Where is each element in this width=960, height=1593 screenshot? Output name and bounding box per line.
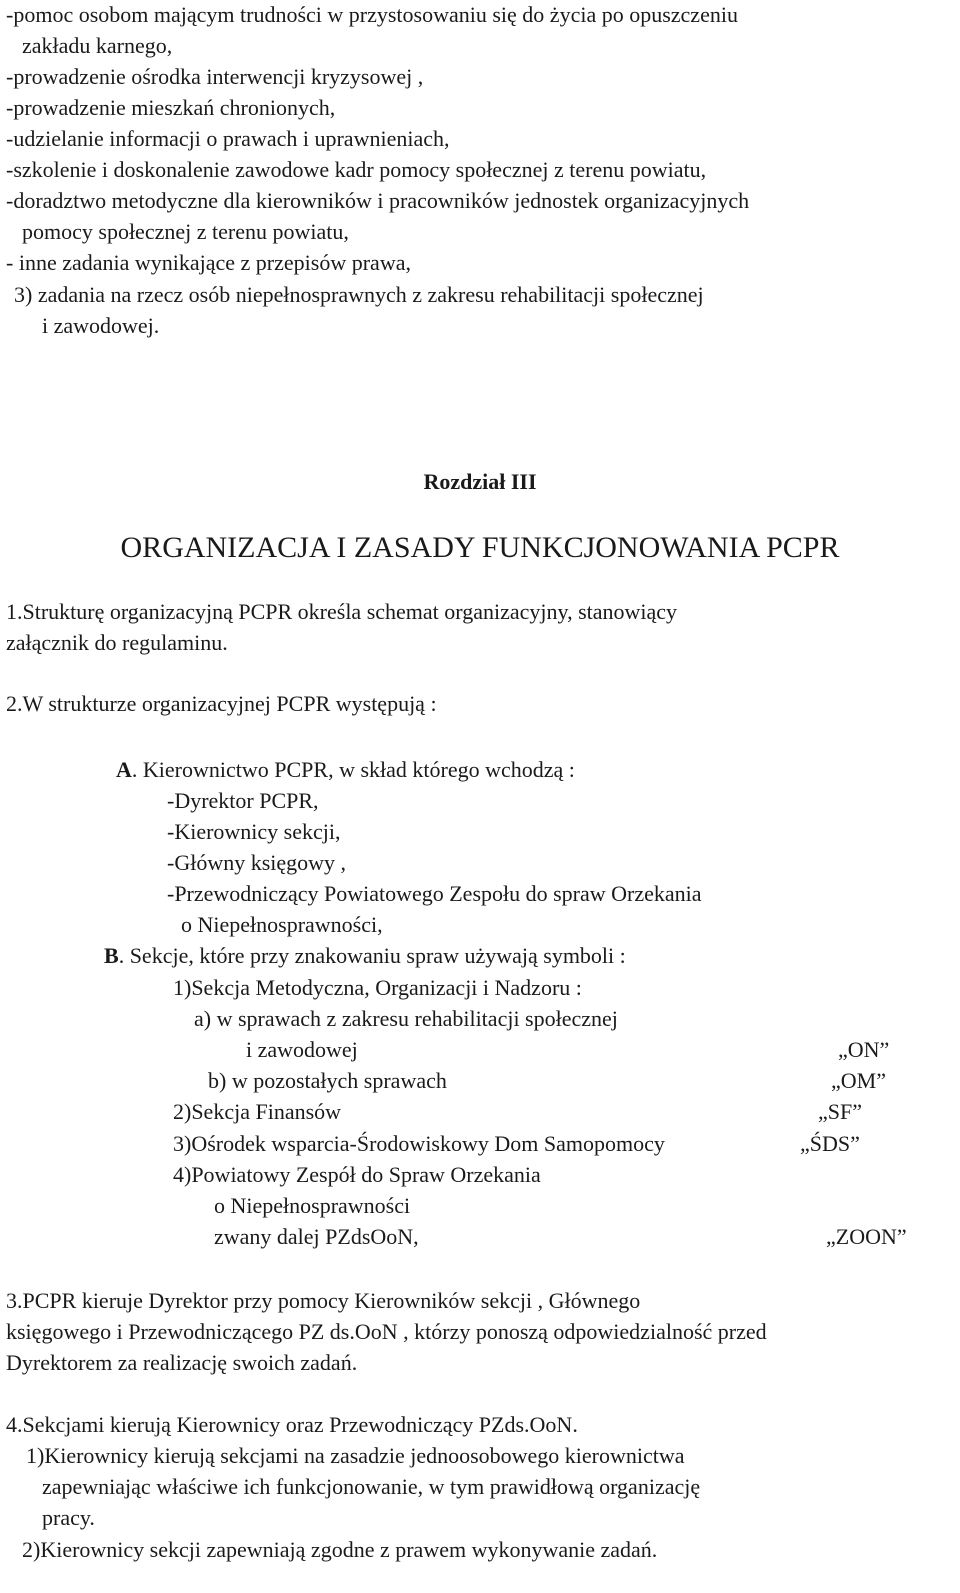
list-item: - inne zadania wynikające z przepisów prawa, <box>6 250 411 275</box>
list-item: 3)Ośrodek wsparcia-Środowiskowy Dom Samopomocy <box>173 1131 665 1156</box>
list-item: i zawodowej. <box>42 313 160 338</box>
list-item: -udzielanie informacji o prawach i uprawnieniach, <box>6 126 450 151</box>
list-item: -Dyrektor PCPR, <box>167 788 319 813</box>
symbol-code: „ON” <box>838 1037 890 1062</box>
list-item: 1)Sekcja Metodyczna, Organizacji i Nadzoru : <box>173 975 582 1000</box>
list-item: -szkolenie i doskonalenie zawodowe kadr pomocy społecznej z terenu powiatu, <box>6 157 707 182</box>
paragraph-line: 3.PCPR kieruje Dyrektor przy pomocy Kierowników sekcji , Głównego <box>6 1288 641 1313</box>
list-item: 4)Powiatowy Zespół do Spraw Orzekania <box>173 1162 541 1187</box>
list-item: zwany dalej PZdsOoN, <box>214 1224 419 1249</box>
list-item: 2)Kierownicy sekcji zapewniają zgodne z prawem wykonywanie zadań. <box>22 1537 658 1562</box>
list-item: -doradztwo metodyczne dla kierowników i pracowników jednostek organizacyjnych <box>6 188 750 213</box>
list-item: -Kierownicy sekcji, <box>167 819 341 844</box>
section-a-heading <box>116 757 575 783</box>
chapter-heading: Rozdział III <box>423 469 537 494</box>
symbol-code: „ŚDS” <box>800 1131 860 1156</box>
paragraph-line: załącznik do regulaminu. <box>6 630 228 655</box>
symbol-code: „ZOON” <box>826 1224 907 1249</box>
paragraph-line: 4.Sekcjami kierują Kierownicy oraz Przewodniczący PZds.OoN. <box>6 1412 578 1437</box>
paragraph-line: Dyrektorem za realizację swoich zadań. <box>6 1350 358 1375</box>
list-item: o Niepełnosprawności, <box>181 912 383 937</box>
list-item: 3) zadania na rzecz osób niepełnosprawnych z zakresu rehabilitacji społecznej <box>14 282 704 307</box>
list-item: o Niepełnosprawności <box>214 1193 411 1218</box>
paragraph-line: 1.Strukturę organizacyjną PCPR określa schemat organizacyjny, stanowiący <box>6 599 678 624</box>
symbol-code: „SF” <box>818 1099 862 1124</box>
section-b-heading <box>104 943 626 969</box>
list-item: -prowadzenie mieszkań chronionych, <box>6 95 336 120</box>
list-item: pracy. <box>42 1505 95 1530</box>
list-item: -Przewodniczący Powiatowego Zespołu do spraw Orzekania <box>167 881 702 906</box>
section-letter: A <box>116 757 132 782</box>
list-item: 1)Kierownicy kierują sekcjami na zasadzie jednoosobowego kierownictwa <box>26 1443 685 1468</box>
paragraph-line: 2.W strukturze organizacyjnej PCPR występują : <box>6 691 437 716</box>
paragraph-line: księgowego i Przewodniczącego PZ ds.OoN , którzy ponoszą odpowiedzialność przed <box>6 1319 767 1344</box>
list-item: i zawodowej <box>246 1037 358 1062</box>
list-item: -Główny księgowy , <box>167 850 347 875</box>
list-item: pomocy społecznej z terenu powiatu, <box>22 219 349 244</box>
list-item: a) w sprawach z zakresu rehabilitacji społecznej <box>194 1006 618 1031</box>
list-item: 2)Sekcja Finansów <box>173 1099 342 1124</box>
section-a-text: . Kierownictwo PCPR, w skład którego wchodzą : <box>131 757 575 782</box>
section-b-text: . Sekcje, które przy znakowaniu spraw używają symboli : <box>118 943 626 968</box>
chapter-title: ORGANIZACJA I ZASADY FUNKCJONOWANIA PCPR <box>120 531 840 564</box>
list-item: -prowadzenie ośrodka interwencji kryzysowej , <box>6 64 424 89</box>
section-letter: B <box>104 943 119 968</box>
list-item: -pomoc osobom mającym trudności w przystosowaniu się do życia po opuszczeniu <box>6 2 738 27</box>
list-item: b) w pozostałych sprawach <box>208 1068 447 1093</box>
list-item: zapewniając właściwe ich funkcjonowanie, w tym prawidłową organizację <box>42 1474 701 1499</box>
list-item: zakładu karnego, <box>22 33 173 58</box>
symbol-code: „OM” <box>831 1068 886 1093</box>
